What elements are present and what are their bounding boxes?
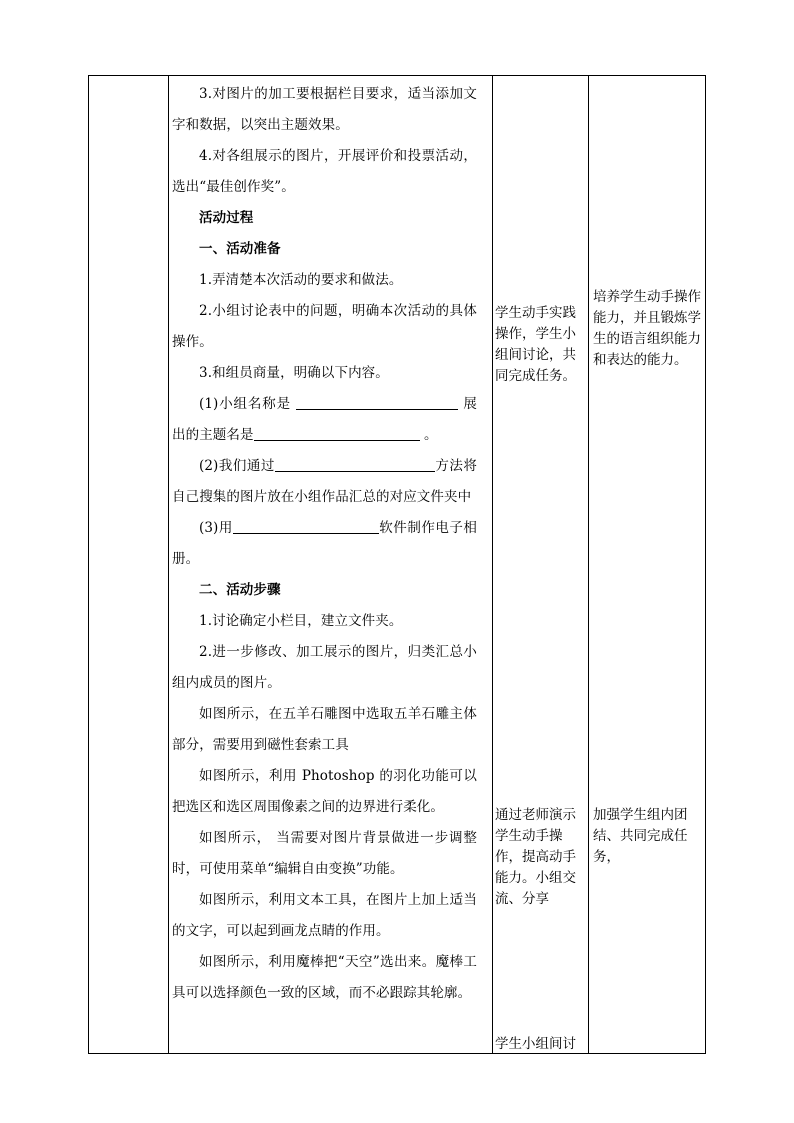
student-activity-text: 学生小组间讨 — [495, 1036, 576, 1052]
paragraph: 如图所示，利用 Photoshop 的羽化功能可以把选区和选区周围像素之间的边界进行柔化。 — [172, 768, 477, 815]
question-text: 方法将自己搜集的图片放在小组作品汇总的对应文件夹中 — [172, 458, 477, 505]
question-text: (1)小组名称是 — [199, 396, 292, 412]
section-heading: 二、活动步骤 — [199, 582, 281, 598]
paragraph: 如图所示，利用文本工具，在图片上加上适当的文字，可以起到画龙点睛的作用。 — [172, 892, 477, 939]
paragraph: 如图所示， 当需要对图片背景做进一步调整时，可使用菜单“编辑自由变换”功能。 — [172, 830, 477, 877]
fill-blank — [254, 426, 420, 441]
student-activity-text: 通过老师演示学生动手操作，提高动手能力。小组交流、分享 — [495, 807, 576, 907]
paragraph: 如图所示，利用魔棒把“天空”选出来。魔棒工具可以选择颜色一致的区域，而不必跟踪其轮廓。 — [172, 954, 477, 1001]
question-text: (3)用 — [199, 520, 233, 536]
paragraph: 1.讨论确定小栏目，建立文件夹。 — [199, 613, 403, 629]
paragraph: 3.和组员商量，明确以下内容。 — [199, 365, 389, 381]
design-intent-text: 培养学生动手操作能力，并且锻炼学生的语言组织能力和表达的能力。 — [593, 289, 701, 368]
fill-in-question — [172, 389, 477, 451]
question-text: (2)我们通过 — [199, 458, 275, 474]
paragraph: 2.小组讨论表中的问题，明确本次活动的具体操作。 — [172, 303, 477, 350]
fill-blank — [296, 395, 458, 410]
paragraph: 2.进一步修改、加工展示的图片，归类汇总小组内成员的图片。 — [172, 644, 477, 691]
question-text: 展出的主题名是 — [172, 396, 477, 443]
paragraph: 1.弄清楚本次活动的要求和做法。 — [199, 272, 403, 288]
question-text: 软件制作电子相册。 — [172, 520, 478, 567]
paragraph: 如图所示，在五羊石雕图中选取五羊石雕主体部分，需要用到磁性套索工具 — [172, 706, 477, 753]
paragraph: 3.对图片的加工要根据栏目要求，适当添加文字和数据，以突出主题效果。 — [172, 86, 477, 133]
design-intent-column — [589, 76, 706, 1053]
section-heading: 一、活动准备 — [199, 241, 281, 257]
question-text: 。 — [424, 427, 438, 443]
section-heading: 活动过程 — [199, 210, 254, 226]
fill-blank — [233, 519, 379, 534]
fill-in-question — [172, 513, 477, 575]
student-activity-text: 学生动手实践操作，学生小组间讨论，共同完成任务。 — [495, 305, 576, 384]
fill-in-question — [172, 451, 477, 513]
paragraph: 4.对各组展示的图片，开展评价和投票活动，选出“最佳创作奖”。 — [172, 148, 477, 195]
lesson-table — [88, 75, 706, 1054]
activity-content-column — [168, 76, 481, 1053]
student-activity-column — [492, 76, 587, 1053]
fill-blank — [275, 457, 435, 472]
design-intent-text: 加强学生组内团结、共同完成任务， — [593, 807, 688, 865]
